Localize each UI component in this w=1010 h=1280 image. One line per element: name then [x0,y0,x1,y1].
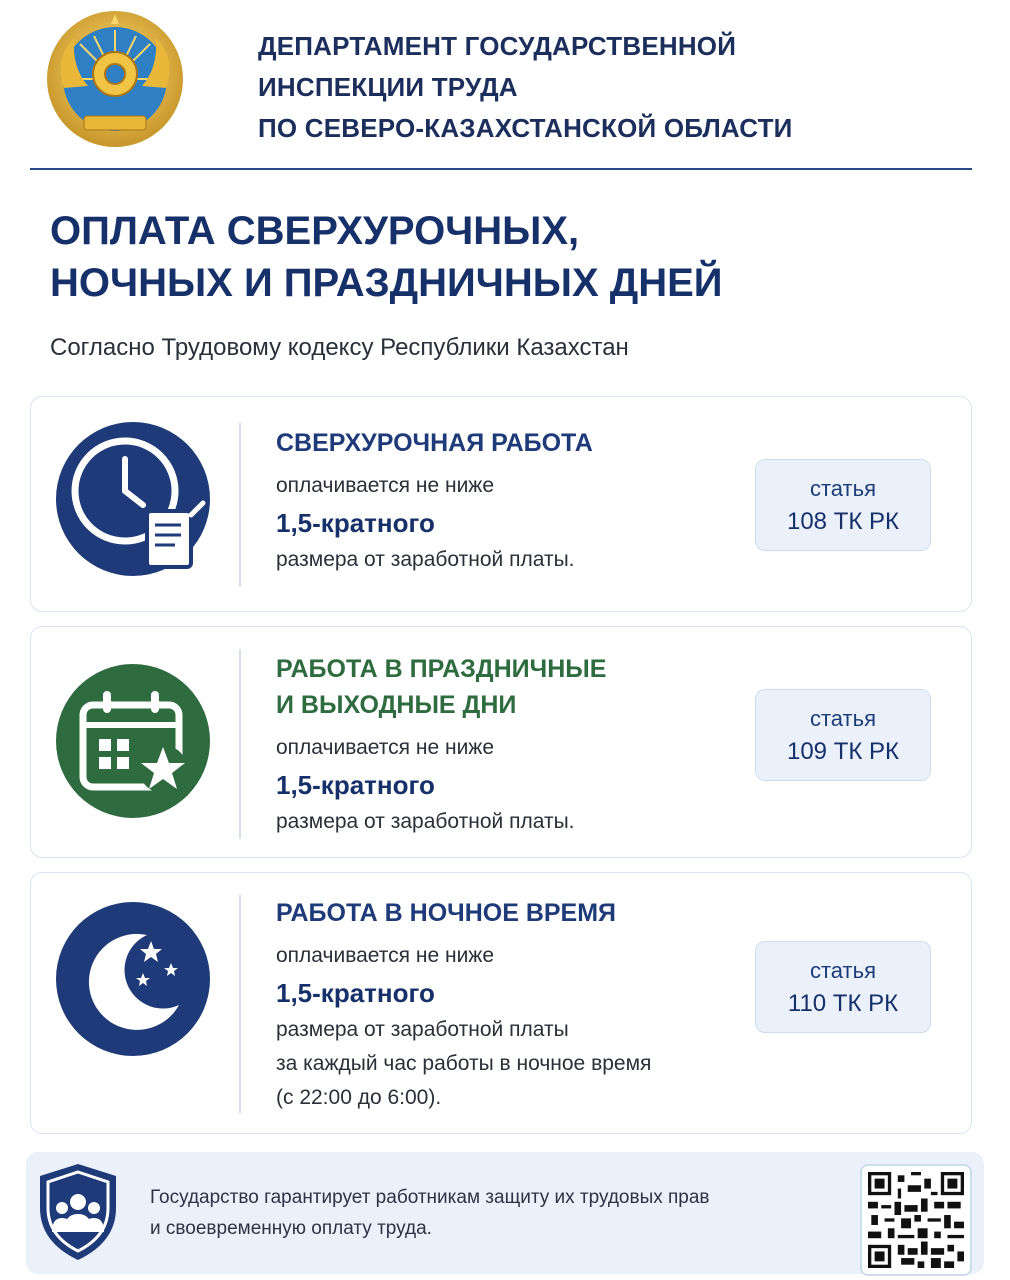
title-line: НОЧНЫХ И ПРАЗДНИЧНЫХ ДНЕЙ [50,261,723,305]
article-word: статья [809,706,877,731]
footer-line: и своевременную оплату труда. [150,1218,432,1239]
card-title [276,425,593,461]
department-line: ИНСПЕКЦИИ ТРУДА [258,72,518,102]
card-multiplier: 1,5-кратного [276,978,435,1008]
card-line: размера от заработной платы. [276,810,575,833]
card-multiplier: 1,5-кратного [276,508,435,538]
card-line: размера от заработной платы [276,1018,569,1041]
kazakhstan-emblem-icon [44,8,186,150]
card-line: оплачивается не ниже [276,944,495,967]
card-body [276,895,651,1115]
card-title-line: РАБОТА В НОЧНОЕ ВРЕМЯ [276,899,617,927]
card-multiplier: 1,5-кратного [276,770,435,800]
card-line: оплачивается не ниже [276,736,495,759]
footer-line: Государство гарантирует работникам защиту их трудовых прав [150,1187,710,1208]
card-divider [239,895,241,1113]
card-title [276,895,651,931]
calendar-star-icon [55,663,211,819]
department-line: ДЕПАРТАМЕНТ ГОСУДАРСТВЕННОЙ [258,31,737,61]
qr-code-icon[interactable] [860,1164,972,1276]
card-line: (с 22:00 до 6:00). [276,1086,442,1109]
card-body [276,425,593,577]
footer-banner [26,1152,984,1274]
card-title-line: И ВЫХОДНЫЕ ДНИ [276,691,517,719]
card-line: за каждый час работы в ночное время [276,1052,652,1075]
article-word: статья [809,476,877,501]
card-line: размера от заработной платы. [276,548,575,571]
clock-document-icon [55,421,211,577]
moon-stars-icon [55,901,211,1057]
article-badge [755,689,931,781]
page-title [50,205,723,309]
qr-code-pattern [868,1172,964,1268]
card-overtime [30,396,972,612]
card-title [276,651,606,723]
department-name [258,26,793,149]
article-word: статья [809,958,877,983]
page-subtitle: Согласно Трудовому кодексу Республики Казахстан [50,334,629,361]
article-badge [755,941,931,1033]
card-night [30,872,972,1134]
department-line: ПО СЕВЕРО-КАЗАХСТАНСКОЙ ОБЛАСТИ [258,113,793,143]
card-divider [239,649,241,839]
header-divider [30,168,972,170]
card-holidays [30,626,972,858]
card-divider [239,423,241,587]
card-title-line: РАБОТА В ПРАЗДНИЧНЫЕ [276,655,607,683]
footer-text [150,1182,710,1244]
article-number: 108 ТК РК [786,508,899,535]
card-title-line: СВЕРХУРОЧНАЯ РАБОТА [276,429,593,457]
header [30,0,975,172]
article-number: 110 ТК РК [787,990,899,1017]
shield-people-icon [36,1162,120,1262]
card-body [276,651,606,839]
article-badge [755,459,931,551]
card-line: оплачивается не ниже [276,474,495,497]
title-line: ОПЛАТА СВЕРХУРОЧНЫХ, [50,209,580,253]
article-number: 109 ТК РК [786,738,899,765]
